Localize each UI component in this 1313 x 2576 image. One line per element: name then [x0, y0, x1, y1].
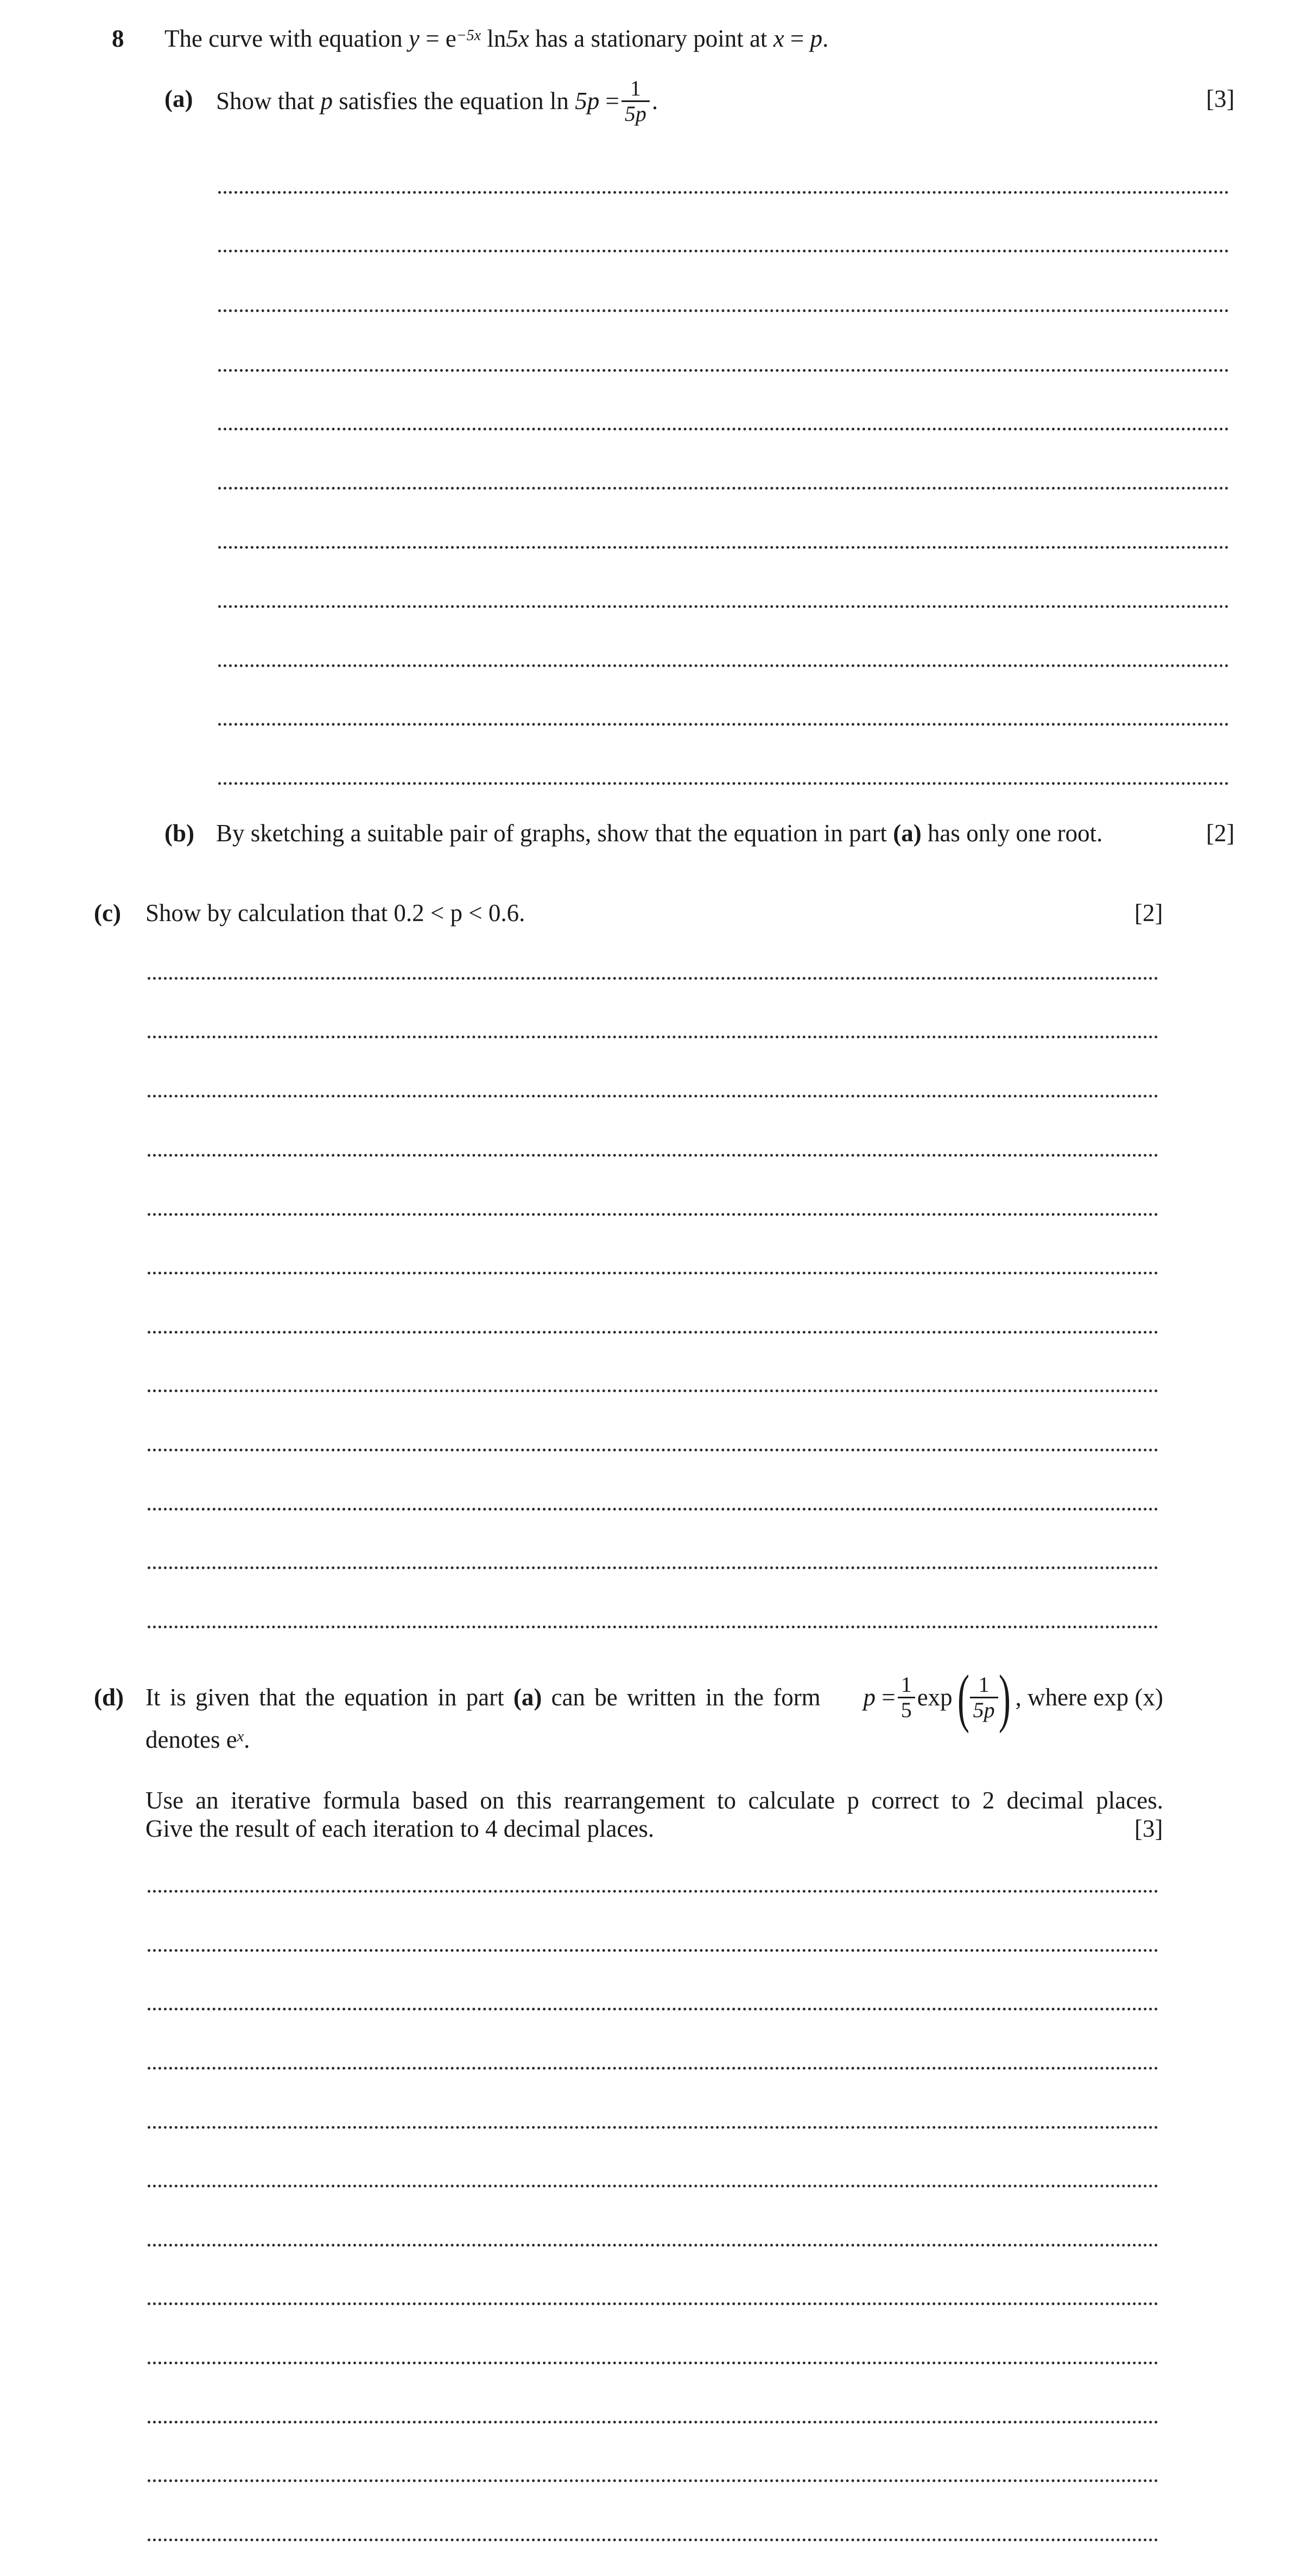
part-a-lead: Show that	[216, 87, 315, 115]
part-d-p: p	[863, 1684, 876, 1711]
stem-ln: ln	[487, 25, 506, 52]
answer-line-a-10[interactable]	[218, 723, 1229, 726]
answer-line-c-4[interactable]	[148, 1154, 1158, 1157]
answer-line-c-6[interactable]	[148, 1272, 1158, 1274]
answer-line-c-9[interactable]	[148, 1449, 1158, 1451]
answer-line-c-10[interactable]	[148, 1508, 1158, 1511]
answer-line-c-7[interactable]	[148, 1331, 1158, 1334]
answer-line-a-8[interactable]	[218, 605, 1229, 608]
answer-line-d-11[interactable]	[148, 2479, 1158, 2482]
part-a-text	[216, 74, 658, 128]
part-d-frac2-num: 1	[978, 1672, 989, 1697]
part-d-para2-line1: Use an iterative formula based on this rearrangement to calculate p correct to 2 decimal places.	[145, 1787, 1163, 1814]
answer-line-d-10[interactable]	[148, 2421, 1158, 2423]
answer-line-a-11[interactable]	[218, 782, 1229, 785]
answer-line-d-3[interactable]	[148, 2008, 1158, 2010]
answer-line-d-8[interactable]	[148, 2302, 1158, 2305]
stem-p: p	[810, 25, 823, 52]
part-d-ref: (a)	[513, 1684, 542, 1711]
answer-line-d-5[interactable]	[148, 2126, 1158, 2129]
part-d-frac1-num: 1	[900, 1672, 912, 1697]
part-d-line1-lead: It is given that the equation in part (a) can be written in the form	[145, 1684, 821, 1711]
left-paren-icon: (	[957, 1661, 969, 1734]
stem-e: e	[445, 25, 456, 52]
part-d-para2-line2: Give the result of each iteration to 4 decimal places.	[145, 1815, 655, 1842]
stem-lead: The curve with equation	[164, 25, 403, 52]
answer-line-a-6[interactable]	[218, 487, 1229, 490]
part-d-line2-sup: x	[237, 1728, 244, 1745]
part-b-marks: [2]	[1206, 820, 1235, 847]
stem-ln-arg: 5x	[506, 25, 529, 52]
part-b-tail: has only one root.	[927, 820, 1103, 847]
part-a-frac-num: 1	[630, 75, 641, 100]
stem-eq: =	[426, 25, 440, 52]
answer-line-d-6[interactable]	[148, 2185, 1158, 2187]
part-d-line2-tail: .	[244, 1726, 250, 1753]
part-a-label: (a)	[164, 85, 193, 112]
part-a-eq: =	[605, 87, 619, 115]
answer-line-a-2[interactable]	[218, 250, 1229, 252]
part-b-label: (b)	[164, 820, 194, 847]
part-d-label: (d)	[94, 1684, 124, 1711]
part-c-lead: Show by calculation that	[145, 899, 388, 927]
answer-line-a-4[interactable]	[218, 369, 1229, 372]
answer-line-d-12[interactable]	[148, 2539, 1158, 2541]
part-d-expx: (x)	[1134, 1684, 1163, 1711]
part-a-mid: satisfies the equation	[339, 87, 544, 115]
part-c-label: (c)	[94, 899, 121, 927]
part-a-p: p	[320, 87, 333, 115]
answer-line-c-2[interactable]	[148, 1036, 1158, 1038]
part-b-lead: By sketching a suitable pair of graphs, show that the equation in part	[216, 820, 887, 847]
part-d-frac1	[898, 1673, 915, 1722]
answer-line-a-5[interactable]	[218, 428, 1229, 430]
part-d-frac2	[970, 1673, 998, 1722]
part-d-marks: [3]	[1134, 1815, 1163, 1842]
answer-line-d-9[interactable]	[148, 2362, 1158, 2364]
stem-period: .	[822, 25, 829, 52]
answer-line-a-1[interactable]	[218, 191, 1229, 194]
part-d-exp-word: exp	[917, 1684, 953, 1711]
answer-line-d-4[interactable]	[148, 2067, 1158, 2070]
part-d-eq: =	[881, 1684, 896, 1711]
part-d-formula	[863, 1661, 1163, 1734]
answer-line-c-11[interactable]	[148, 1566, 1158, 1569]
part-a-marks: [3]	[1206, 85, 1235, 112]
part-a-ln: ln	[549, 87, 569, 115]
part-c-inequality: 0.2 < p < 0.6.	[394, 899, 525, 927]
part-d-line1-tail: , where exp	[1015, 1684, 1129, 1711]
answer-line-c-12[interactable]	[148, 1626, 1158, 1628]
answer-line-a-9[interactable]	[218, 664, 1229, 667]
stem-x: x	[773, 25, 784, 52]
part-a-period: .	[651, 87, 658, 115]
stem-eq2: =	[790, 25, 804, 52]
answer-line-d-1[interactable]	[148, 1890, 1158, 1893]
part-b-text	[216, 819, 1102, 848]
part-d-line1	[145, 1661, 1163, 1734]
answer-line-c-8[interactable]	[148, 1389, 1158, 1392]
answer-line-a-7[interactable]	[218, 546, 1229, 549]
answer-line-c-3[interactable]	[148, 1095, 1158, 1097]
answer-line-d-2[interactable]	[148, 1949, 1158, 1952]
part-d-frac2-den: 5p	[970, 1697, 998, 1722]
part-c-marks: [2]	[1134, 899, 1163, 927]
question-number: 8	[112, 25, 124, 52]
part-d-frac1-den: 5	[898, 1697, 915, 1722]
answer-line-a-3[interactable]	[218, 309, 1229, 312]
right-paren-icon: )	[998, 1661, 1011, 1734]
stem-exponent: −5x	[456, 27, 481, 44]
question-stem	[164, 24, 828, 54]
part-a-frac-den: 5p	[621, 100, 650, 126]
stem-y: y	[408, 25, 420, 52]
answer-line-c-1[interactable]	[148, 977, 1158, 980]
part-d-line2	[145, 1725, 250, 1755]
stem-tail: has a stationary point at	[535, 25, 767, 52]
answer-line-c-5[interactable]	[148, 1213, 1158, 1216]
part-a-fraction	[621, 77, 650, 126]
part-b-ref: (a)	[893, 820, 922, 847]
part-d-line2-lead: denotes e	[145, 1726, 237, 1753]
part-a-ln-arg: 5p	[575, 87, 600, 115]
answer-line-d-7[interactable]	[148, 2244, 1158, 2247]
part-c-text	[145, 898, 525, 928]
